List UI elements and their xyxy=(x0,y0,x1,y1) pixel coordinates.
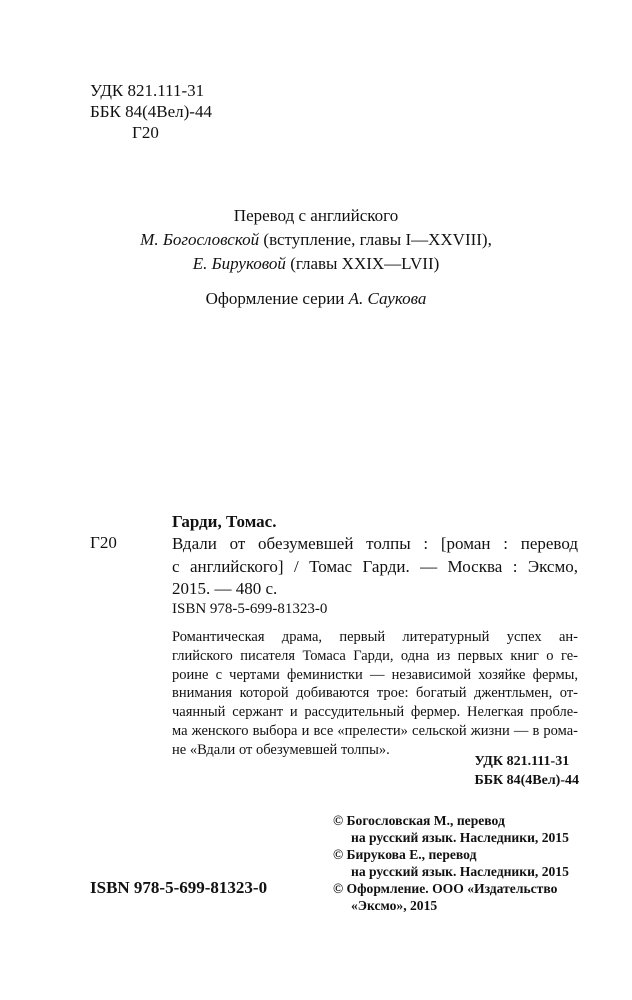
translator-2-scope: (главы XXIX—LVII) xyxy=(285,254,440,273)
copyright-line: на русский язык. Наследники, 2015 xyxy=(351,864,569,879)
translation-credits xyxy=(0,204,632,276)
copyright-line: «Эксмо», 2015 xyxy=(351,898,438,913)
copyright-line: © Богословская М., перевод xyxy=(333,813,505,828)
udk-code: УДК 821.111-31 xyxy=(90,81,205,100)
bib-line: с английского] / Томас Гарди. — Москва : Эксмо, xyxy=(172,556,578,576)
isbn-bottom: ISBN 978-5-699-81323-0 xyxy=(90,878,268,897)
series-designer: А. Саукова xyxy=(348,289,427,308)
copyright-notices xyxy=(333,812,569,914)
annotation-line: не «Вдали от обезумевшей толпы». xyxy=(172,741,390,758)
translator-1-scope: (вступление, главы I—XXVIII), xyxy=(259,230,492,249)
catalog-codes xyxy=(474,753,579,790)
copyright-line: на русский язык. Наследники, 2015 xyxy=(351,830,569,845)
annotation-line: внимания которой добиваются трое: богатый джентльмен, от- xyxy=(172,685,578,702)
catalog-author-heading: Гарди, Томас. xyxy=(172,512,277,531)
translator-2 xyxy=(0,252,632,276)
bibliographic-description xyxy=(172,533,578,601)
bbk-code: ББК 84(4Вел)-44 xyxy=(90,102,212,121)
catalog-bbk: ББК 84(4Вел)-44 xyxy=(474,772,579,788)
bib-line: Вдали от обезумевшей толпы : [роман : перевод xyxy=(172,534,578,553)
translator-1-name: М. Богословской xyxy=(140,230,260,249)
classification-codes xyxy=(90,80,212,143)
author-mark: Г20 xyxy=(132,123,159,142)
annotation-line: роине с чертами феминистки — независимой хозяйке фермы, xyxy=(172,666,578,683)
series-design-label: Оформление серии xyxy=(205,289,349,308)
translator-2-name: Е. Бируковой xyxy=(192,254,286,273)
copyright-line: © Оформление. ООО «Издательство xyxy=(333,881,558,896)
annotation-line: Романтическая драма, первый литературный успех ан- xyxy=(172,629,578,645)
series-design-credit xyxy=(0,289,632,309)
translator-1 xyxy=(0,228,632,252)
catalog-udk: УДК 821.111-31 xyxy=(474,754,570,769)
translation-label: Перевод с английского xyxy=(233,206,399,225)
bib-line: 2015. — 480 с. xyxy=(172,579,278,598)
copyright-line: © Бирукова Е., перевод xyxy=(333,847,477,862)
annotation xyxy=(172,628,578,760)
annotation-line: чаянный сержант и рассудительный фермер. Нелегкая пробле- xyxy=(172,704,578,721)
annotation-line: ма женского выбора и все «прелести» сельской жизни — в рома- xyxy=(172,722,578,739)
catalog-author-mark: Г20 xyxy=(90,533,117,552)
catalog-isbn: ISBN 978-5-699-81323-0 xyxy=(172,601,328,617)
annotation-line: глийского писателя Томаса Гарди, одна из первых книг о ге- xyxy=(172,647,578,664)
